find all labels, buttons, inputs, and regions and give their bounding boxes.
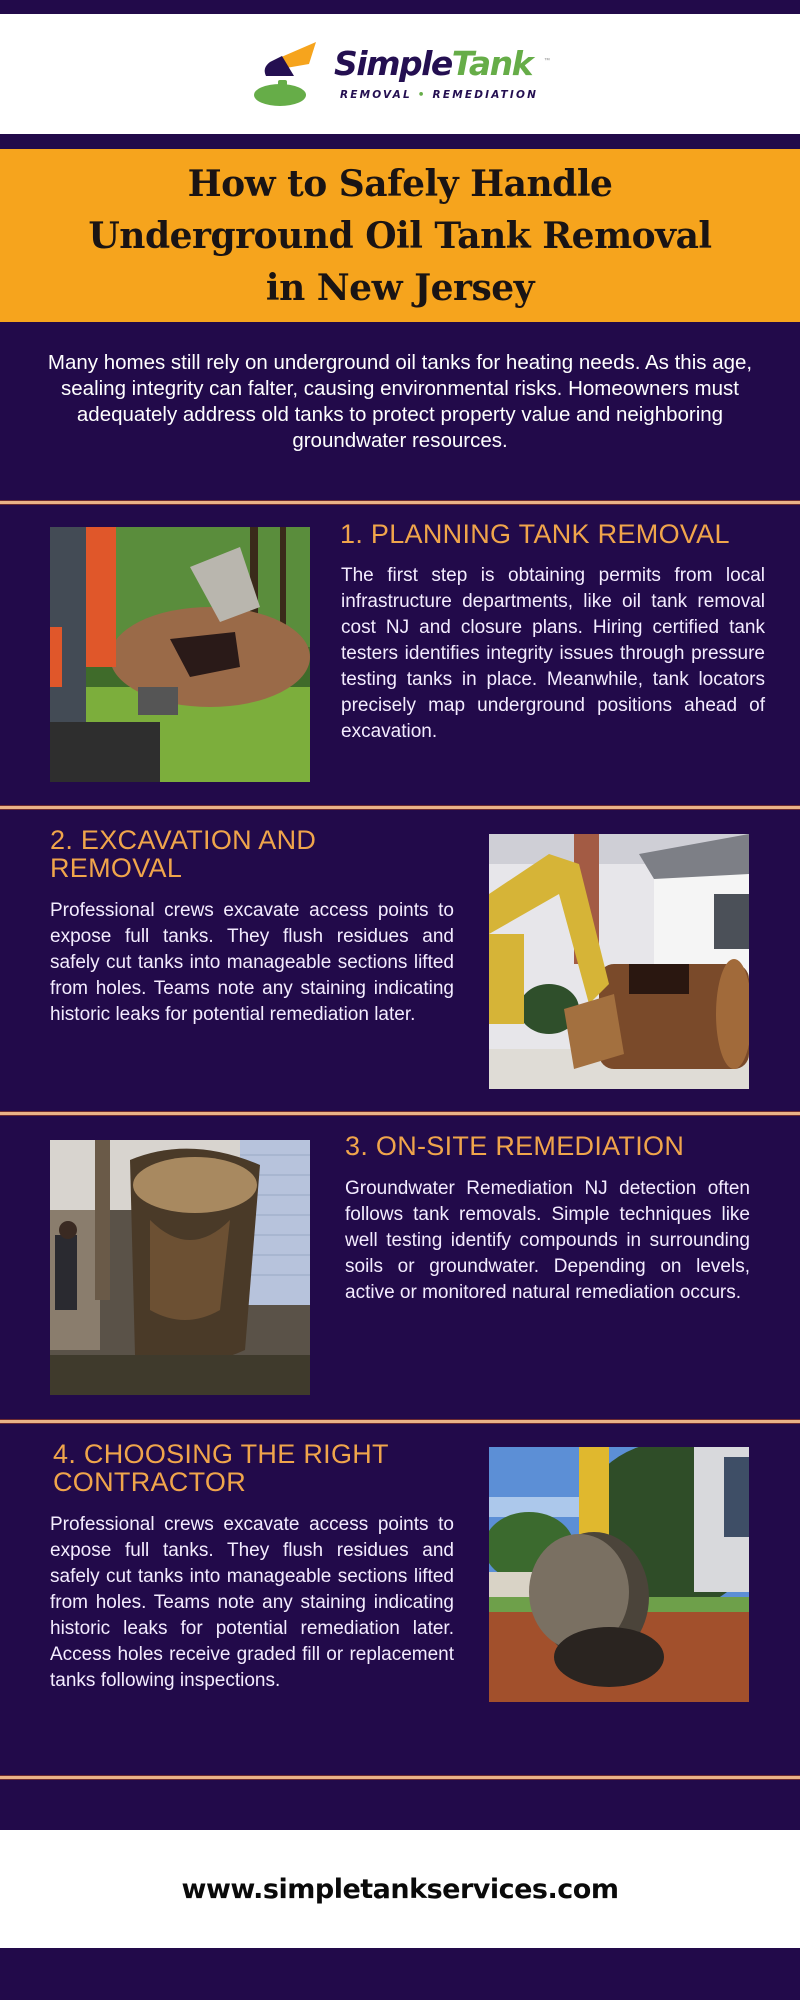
logo-tagline: REMOVAL • REMEDIATION <box>340 89 539 101</box>
separator-band <box>0 134 800 149</box>
top-bar <box>0 0 800 14</box>
page-title: How to Safely Handle Underground Oil Tank Removal in New Jersey <box>88 162 712 309</box>
tank-from-pit-photo-icon <box>489 1447 749 1702</box>
excavator-tank-photo-icon <box>50 527 310 782</box>
bottom-bar <box>0 1948 800 2000</box>
section-1-photo <box>50 527 310 782</box>
logo-mark-icon <box>252 40 332 110</box>
section-2-heading: 2. EXCAVATION AND REMOVAL <box>50 825 317 883</box>
footer-band <box>0 1830 800 1948</box>
section-4-heading: 4. CHOOSING THE RIGHT CONTRACTOR <box>53 1439 389 1497</box>
section-divider <box>0 805 800 810</box>
section-4-photo <box>489 1447 749 1702</box>
logo-wordmark: SimpleTank <box>334 44 533 83</box>
section-3-photo <box>50 1140 310 1395</box>
intro-paragraph: Many homes still rely on underground oil tanks for heating needs. As this age, sealing integrity can falter, causing environmental risks. Homeowners must adequately address old tanks to protect property value and neighboring groundwater resources. <box>47 351 753 452</box>
section-2-photo <box>489 834 749 1089</box>
trademark-symbol: ™ <box>544 58 550 64</box>
section-divider <box>0 1111 800 1116</box>
upright-tank-photo-icon <box>50 1140 310 1395</box>
section-divider <box>0 500 800 505</box>
section-divider <box>0 1419 800 1424</box>
section-2-body: Professional crews excavate access points to expose full tanks. They flush residues and safely cut tanks into manageable sections lifted from holes. Teams note any staining indicating historic leaks for potential remediation later. <box>50 900 454 1025</box>
section-1-body: The first step is obtaining permits from local infrastructure departments, like oil tank removal cost NJ and closure plans. Hiring certified tank testers identifies integrity issues through pressure testing tanks in place. Meanwhile, tank locators precisely map underground positions ahead of excavation. <box>341 565 765 742</box>
section-1-heading: 1. PLANNING TANK REMOVAL <box>340 519 730 549</box>
section-divider <box>0 1775 800 1780</box>
yellow-excavator-photo-icon <box>489 834 749 1089</box>
website-link[interactable]: www.simpletankservices.com <box>181 1873 619 1905</box>
section-3-heading: 3. ON-SITE REMEDIATION <box>345 1131 685 1161</box>
simpletank-logo <box>252 40 552 110</box>
section-3-body: Groundwater Remediation NJ detection often follows tank removals. Simple techniques like well testing identify compounds in surrounding soils or groundwater. Depending on levels, active or monitored natural remediation occurs. <box>345 1178 750 1303</box>
title-banner <box>0 149 800 322</box>
section-4-body: Professional crews excavate access points to expose full tanks. They flush residues and safely cut tanks into manageable sections lifted from holes. Teams note any staining indicating historic leaks for potential remediation later. Access holes receive graded fill or replacement tanks following inspections. <box>50 1514 454 1691</box>
